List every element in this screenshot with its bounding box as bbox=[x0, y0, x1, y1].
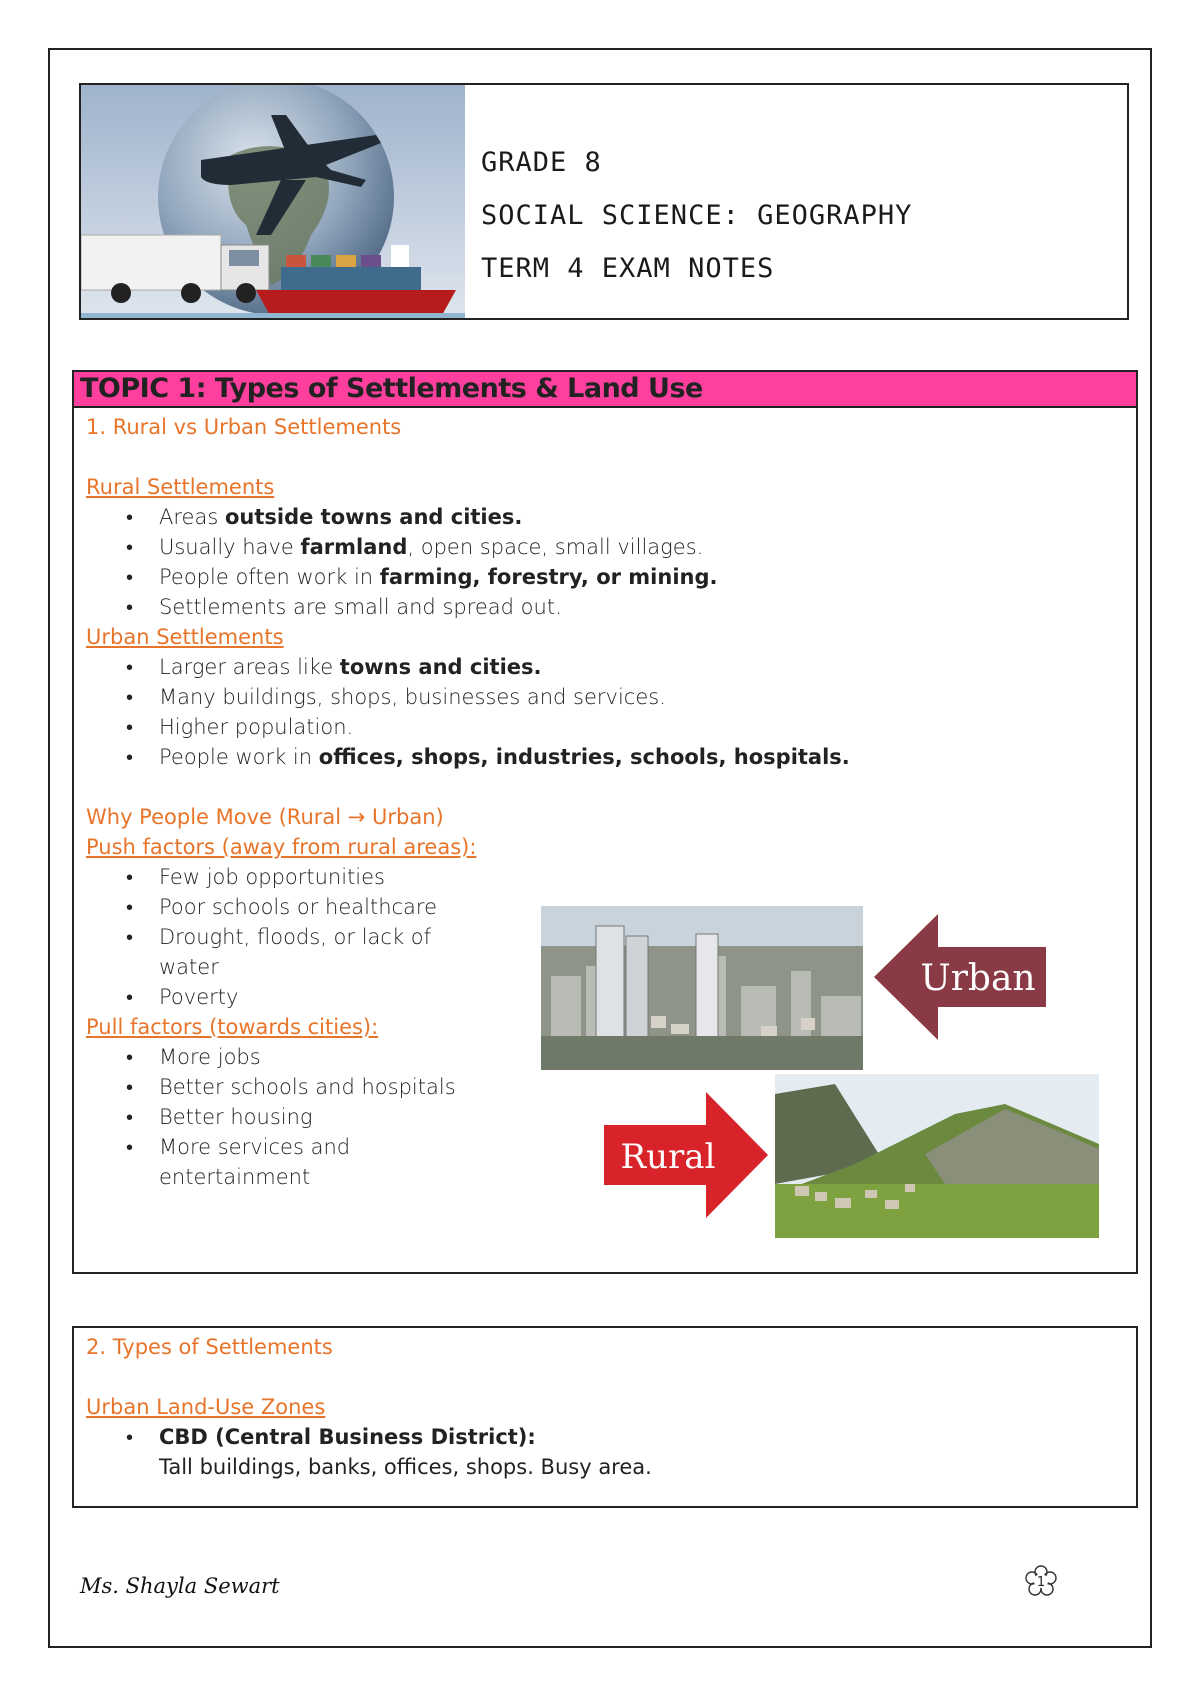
urban-arrow-label: Urban bbox=[920, 958, 1036, 999]
header-subject: SOCIAL SCIENCE: GEOGRAPHY bbox=[481, 200, 913, 231]
list-item: • Usually have farmland, open space, small villages. bbox=[86, 532, 1126, 562]
rural-arrow bbox=[602, 1090, 770, 1220]
list-item: • Poor schools or healthcare bbox=[86, 892, 489, 922]
list-item: • CBD (Central Business District): bbox=[86, 1422, 1126, 1452]
why-move-heading: Why People Move (Rural → Urban) bbox=[86, 805, 444, 829]
cbd-description: Tall buildings, banks, offices, shops. Busy area. bbox=[159, 1455, 652, 1479]
topic-bar bbox=[74, 372, 1136, 408]
list-item: • People work in offices, shops, industries, schools, hospitals. bbox=[86, 742, 1126, 772]
topic-title: TOPIC 1: Types of Settlements & Land Use bbox=[80, 373, 703, 404]
list-item: • Many buildings, shops, businesses and services. bbox=[86, 682, 1126, 712]
page-number: 1 bbox=[1036, 1575, 1046, 1590]
globe-airplane-truck-ship-icon bbox=[81, 85, 465, 320]
types-section bbox=[72, 1326, 1138, 1508]
rural-village-photo bbox=[775, 1074, 1099, 1238]
header-box bbox=[79, 83, 1129, 320]
city-skyline-photo bbox=[541, 906, 863, 1070]
urban-arrow bbox=[872, 912, 1048, 1042]
list-item: • More services and entertainment bbox=[86, 1132, 489, 1192]
header-grade: GRADE 8 bbox=[481, 147, 602, 178]
list-item: • Areas outside towns and cities. bbox=[86, 502, 1126, 532]
header-text bbox=[481, 147, 912, 306]
list-item: • Drought, floods, or lack of water bbox=[86, 922, 489, 982]
section2-heading: 2. Types of Settlements bbox=[86, 1335, 333, 1359]
list-item: • Settlements are small and spread out. bbox=[86, 592, 1126, 622]
push-heading: Push factors (away from rural areas): bbox=[86, 835, 477, 859]
land-use-heading: Urban Land-Use Zones bbox=[86, 1395, 326, 1419]
list-item: • Better housing bbox=[86, 1102, 489, 1132]
section2-content bbox=[86, 1332, 1126, 1482]
signature: Ms. Shayla Sewart bbox=[80, 1574, 280, 1598]
rural-list bbox=[86, 502, 1126, 622]
list-item: • Poverty bbox=[86, 982, 489, 1012]
urban-heading: Urban Settlements bbox=[86, 625, 284, 649]
list-item: • Higher population. bbox=[86, 712, 1126, 742]
urban-list bbox=[86, 652, 1126, 772]
list-item: • Larger areas like towns and cities. bbox=[86, 652, 1126, 682]
list-item: • Better schools and hospitals bbox=[86, 1072, 489, 1102]
rural-heading: Rural Settlements bbox=[86, 475, 275, 499]
list-item: • More jobs bbox=[86, 1042, 489, 1072]
list-item: • Few job opportunities bbox=[86, 862, 489, 892]
land-use-list bbox=[86, 1422, 1126, 1452]
pull-heading: Pull factors (towards cities): bbox=[86, 1015, 379, 1039]
header-term: TERM 4 EXAM NOTES bbox=[481, 253, 775, 284]
section1-heading: 1. Rural vs Urban Settlements bbox=[86, 415, 402, 439]
rural-arrow-label: Rural bbox=[620, 1137, 716, 1177]
list-item: • People often work in farming, forestry, or mining. bbox=[86, 562, 1126, 592]
page-number-badge bbox=[1024, 1564, 1058, 1598]
